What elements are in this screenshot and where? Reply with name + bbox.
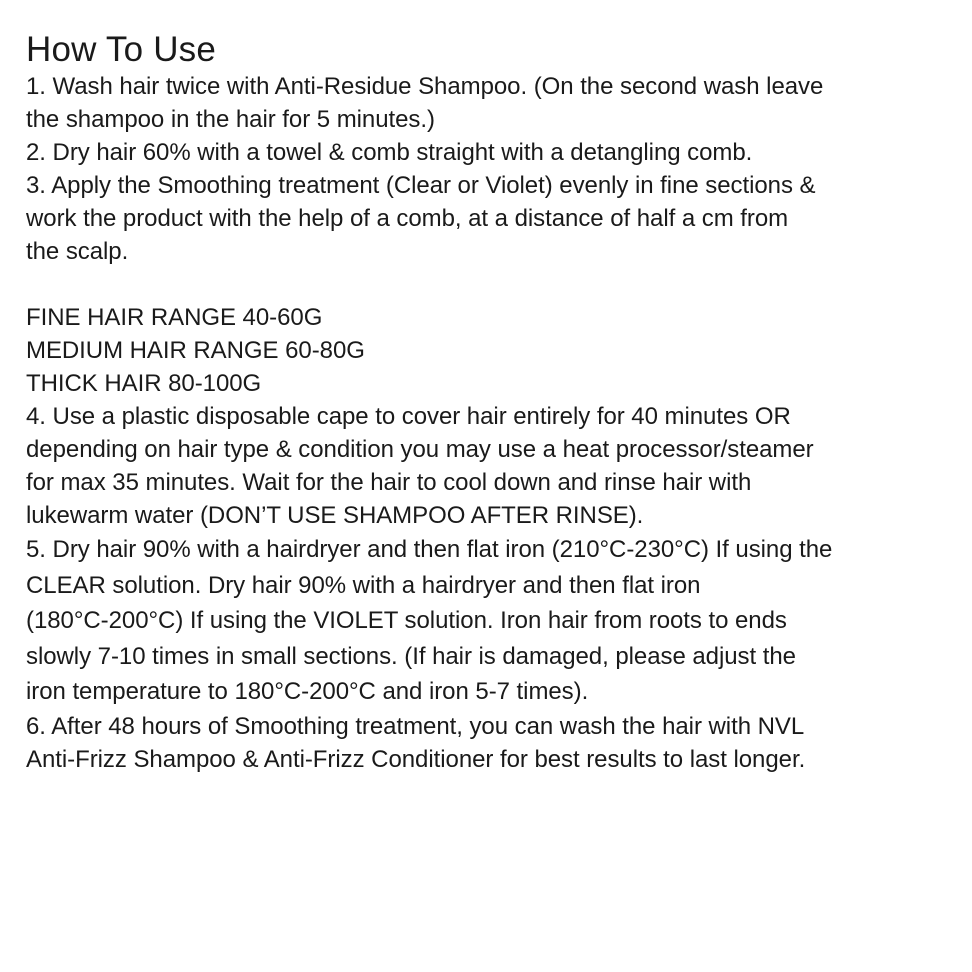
step-3-line-3: the scalp. (26, 238, 129, 265)
step-4-line-1: 4. Use a plastic disposable cape to cover hair entirely for 40 minutes OR (26, 403, 791, 430)
step-4-line-4: lukewarm water (DON’T USE SHAMPOO AFTER RINSE). (26, 502, 644, 529)
medium-hair-range: MEDIUM HAIR RANGE 60-80G (26, 337, 365, 364)
step-3-line-2: work the product with the help of a comb, at a distance of half a cm from (26, 205, 789, 232)
step-4-line-3: for max 35 minutes. Wait for the hair to cool down and rinse hair with (26, 469, 752, 496)
paragraph-spacer (26, 268, 951, 301)
step-6-line-2: Anti-Frizz Shampoo & Anti-Frizz Conditioner for best results to last longer. (26, 745, 806, 773)
step-5-line-2: CLEAR solution. Dry hair 90% with a hairdryer and then flat iron (26, 571, 701, 599)
step-5-line-3: (180°C-200°C) If using the VIOLET solution. Iron hair from roots to ends (26, 607, 787, 634)
step-3-line-1: 3. Apply the Smoothing treatment (Clear or Violet) evenly in fine sections & (26, 172, 816, 199)
step-1-line-1: 1. Wash hair twice with Anti-Residue Shampoo. (On the second wash leave (26, 73, 824, 100)
step-5-line-1: 5. Dry hair 90% with a hairdryer and then flat iron (210°C-230°C) If using the (26, 536, 833, 563)
thick-hair-range: THICK HAIR 80-100G (26, 370, 262, 397)
fine-hair-range: FINE HAIR RANGE 40-60G (26, 304, 323, 331)
step-2-line-1: 2. Dry hair 60% with a towel & comb straight with a detangling comb. (26, 139, 753, 166)
instructions-document (26, 30, 951, 776)
step-6-line-1: 6. After 48 hours of Smoothing treatment, you can wash the hair with NVL (26, 712, 805, 740)
page-title: How To Use (26, 30, 217, 69)
step-5-line-5: iron temperature to 180°C-200°C and iron 5-7 times). (26, 678, 589, 705)
step-4-line-2: depending on hair type & condition you may use a heat processor/steamer (26, 436, 814, 463)
step-5-line-4: slowly 7-10 times in small sections. (If hair is damaged, please adjust the (26, 642, 796, 670)
step-1-line-2: the shampoo in the hair for 5 minutes.) (26, 106, 435, 133)
